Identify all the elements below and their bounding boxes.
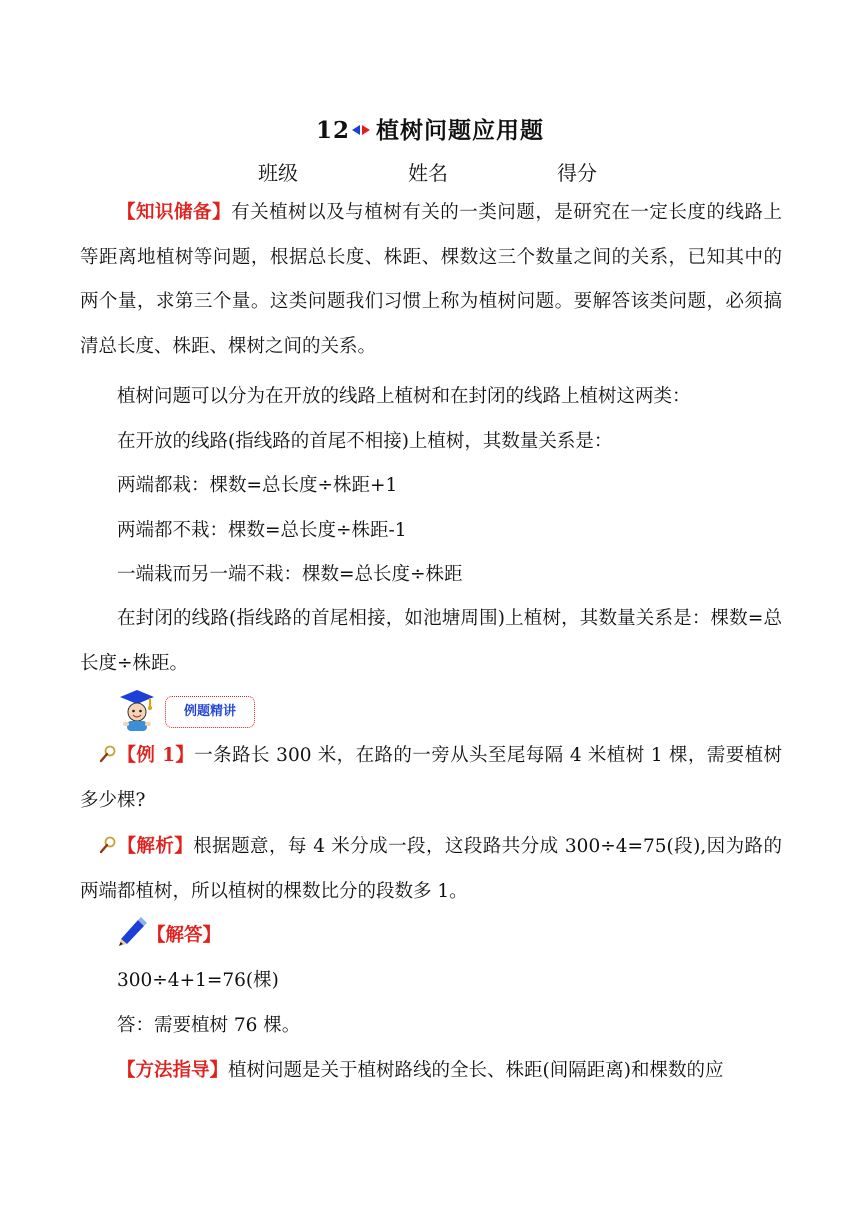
- scholar-cap-icon: [117, 688, 157, 732]
- knowledge-text: 有关植树以及与植树有关的一类问题，是研究在一定长度的线路上 等距离地植树等问题，根据总长度、株距、棵数这三个数量之间的关系，已知其中的两个量，求第三个量。这类问题我们习惯上称为植树问题。要解答该类问题，必须搞清总长度、株距、棵树之间的关系。: [80, 202, 801, 357]
- example-section-header: [117, 688, 277, 734]
- arrow-right-icon: [362, 125, 370, 135]
- method-text: 植树问题是关于植树路线的全长、株距(间隔距离)和棵数的应: [228, 1060, 724, 1081]
- name-label: 姓名: [408, 161, 448, 185]
- neither-end-line: 两端都不栽：棵数=总长度÷株距-1: [117, 520, 407, 541]
- answer-final: 答：需要植树 76 棵。: [117, 1015, 301, 1036]
- lesson-number: 12: [315, 117, 350, 144]
- magnifier-icon: [99, 836, 117, 854]
- analysis-paragraph: [80, 825, 782, 914]
- open-line: 在开放的线路(指线路的首尾不相接)上植树，其数量关系是：: [117, 431, 613, 452]
- magnifier-icon: [99, 745, 117, 763]
- example1-paragraph: [80, 734, 782, 823]
- method-tag: 【方法指导】: [117, 1060, 229, 1081]
- example1-tag: 【例 1】: [117, 745, 195, 766]
- example-badge: 例题精讲: [165, 696, 255, 728]
- both-ends-line: 两端都栽：棵数=总长度÷株距+1: [117, 475, 398, 496]
- page-title: [0, 112, 860, 145]
- score-label: 得分: [557, 161, 597, 185]
- answer-header: [117, 917, 221, 957]
- arrows-icon: [352, 114, 370, 141]
- method-paragraph: [80, 1049, 782, 1094]
- arrow-left-icon: [352, 125, 360, 135]
- analysis-tag: 【解析】: [117, 836, 194, 857]
- analysis-text: 根据题意，每 4 米分成一段，这段路共分成 300÷4=75(段),因为路的两端都植树，所以植树的棵数比分的段数多 1。: [80, 836, 782, 902]
- lesson-title: 植树问题应用题: [376, 117, 544, 144]
- closed-paragraph: 在封闭的线路(指线路的首尾相接，如池塘周围)上植树，其数量关系是：棵数=总长度÷株距。: [80, 608, 782, 674]
- answer-tag: 【解答】: [147, 925, 222, 946]
- class-label: 班级: [258, 161, 298, 185]
- pencil-icon: [117, 917, 147, 947]
- knowledge-paragraph: [80, 191, 801, 369]
- answer-formula: 300÷4+1=76(棵): [117, 970, 279, 991]
- knowledge-tag: 【知识储备】: [117, 202, 232, 223]
- intro-line: 植树问题可以分为在开放的线路上植树和在封闭的线路上植树这两类：: [117, 386, 691, 407]
- one-end-line: 一端栽而另一端不栽：棵数=总长度÷株距: [117, 564, 463, 585]
- example1-text: 一条路长 300 米，在路的一旁从头至尾每隔 4 米植树 1 棵，需要植树多少棵?: [80, 745, 782, 811]
